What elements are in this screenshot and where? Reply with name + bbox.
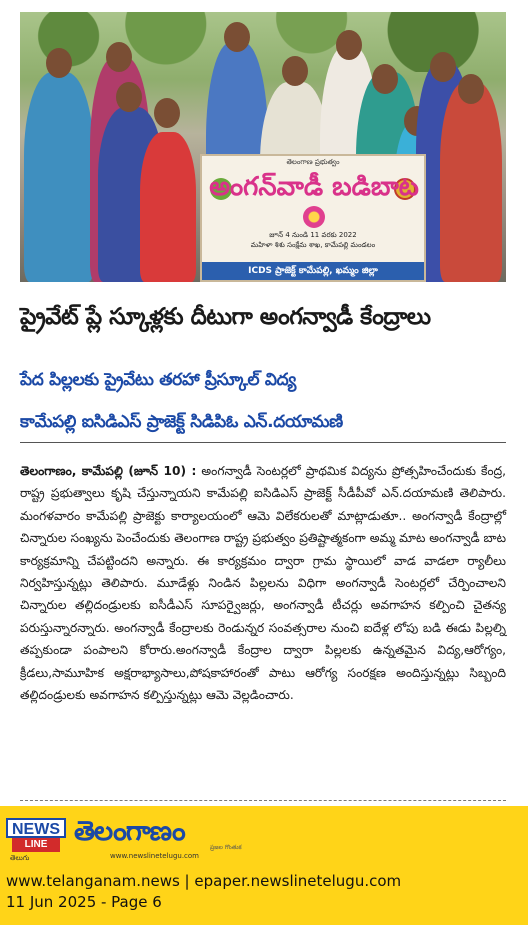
photo-person-head xyxy=(106,42,132,72)
news-photo xyxy=(20,12,506,282)
banner-date: జూన్ 4 నుండి 11 వరకు 2022 xyxy=(269,231,357,239)
flower-icon xyxy=(303,206,325,228)
article-subhead-1: పేద పిల్లలకు ప్రైవేటు తరహా ప్రీస్కూల్ విద్య xyxy=(20,370,296,390)
banner-footer: ICDS ప్రాజెక్ట్ కామేపల్లి, ఖమ్మం జిల్లా xyxy=(202,262,424,280)
event-banner xyxy=(200,154,426,282)
divider-dashed xyxy=(20,800,506,801)
article-subhead-2: కామేపల్లి ఐసిడిఎస్ ప్రాజెక్ట్ సిడిపిఓ ఎన్.దయామణి xyxy=(20,412,343,432)
logo-news-text: NEWS xyxy=(6,818,66,838)
article-dateline: తెలంగాణం, కామేపల్లి (జూన్ 10) : xyxy=(20,464,197,478)
masthead-url[interactable]: www.newslinetelugu.com xyxy=(110,852,199,860)
banner-header: తెలంగాణ ప్రభుత్వం xyxy=(286,158,340,166)
photo-person-head xyxy=(372,64,398,94)
photo-person xyxy=(140,132,196,282)
photo-person-head xyxy=(154,98,180,128)
photo-person xyxy=(24,72,94,282)
article-body-text: అంగన్వాడీ సెంటర్లలో ప్రాథమిక విద్యను ప్రోత్సహించేందుకు కేంద్ర, రాష్ట్ర ప్రభుత్వాలు కృషి చేస్తున్నాయని కామేపల్లి ఐసిడిఎస్ ప్రాజెక్ట్ సీడీపీవో ఎన్.దయామణి తెలిపారు. మంగళవారం కామేపల్లి ప్రాజెక్టు కార్యాలయంలో ఆమె విలేకరులతో మాట్లాడుతూ.. అంగన్వాడీ కేంద్రాల్లో చిన్నారుల సంఖ్యను పెంచేందుకు తెలంగాణ రాష్ట్ర ప్రభుత్వం ప్రతిష్టాత్మకంగా అమ్మ మాట అంగన్వాడీ బాట కార్యక్రమాన్ని చేపట్టిందని అన్నారు. ఈ కార్యక్రమం ద్వారా గ్రామ స్థాయిలో వాడ వాడలా ర్యాలీలు నిర్వహిస్తున్నట్లు తెలిపారు. మూడేళ్లు నిండిన పిల్లలను విధిగా అంగన్వాడీ సెంటర్లలో చేర్పించాలని చిన్నారుల తల్లిదండ్రులకు ఐసీడీఎస్ సూపర్వైజర్లు, అంగన్వాడీ టీచర్లు అవగాహన కల్పించి చైతన్య పరుస్తున్నారన్నారు. అంగన్వాడీ కేంద్రాలకు రెండున్నర సంవత్సరాల నుంచి ఐదేళ్ల లోపు బడి ఈడు పిల్లల్ని తప్పకుండా పంపాలని కోరారు.అంగన్వాడీ కేంద్రాల ద్వారా పిల్లలకు ఉన్నతమైన విద్య,ఆరోగ్యం, క్రీడలు,సామూహిక అక్షరాభ్యాసాలు,పోషకాహారంతో పాటు ఆరోగ్య సంరక్షణ అందిస్తున్నట్లు సిబ్బంది తల్లిదండ్రులకు అవగాహన కల్పిస్తున్నట్లు ఆమె వెల్లడించారు. xyxy=(20,464,507,703)
masthead-title: తెలంగాణం xyxy=(74,816,185,847)
banner-details xyxy=(202,230,424,250)
photo-person-head xyxy=(224,22,250,52)
photo-person-head xyxy=(46,48,72,78)
photo-person xyxy=(440,82,502,282)
footer-date-page: 11 Jun 2025 - Page 6 xyxy=(6,893,162,911)
article-headline: ప్రైవేట్ ప్లే స్కూళ్లకు దీటుగా అంగన్వాడీ కేంద్రాలు xyxy=(20,304,431,330)
photo-person-head xyxy=(336,30,362,60)
footer-websites[interactable]: www.telanganam.news | epaper.newslinetelugu.com xyxy=(6,872,402,890)
photo-person-head xyxy=(282,56,308,86)
photo-person-head xyxy=(458,74,484,104)
brand-footer xyxy=(0,806,528,925)
masthead-tagline: ప్రజల గొంతుక xyxy=(210,844,242,851)
photo-person-head xyxy=(430,52,456,82)
logo-sub-text: తెలుగు xyxy=(10,854,30,862)
logo-line-text: LINE xyxy=(12,838,60,852)
newsline-logo xyxy=(6,818,66,862)
divider xyxy=(20,442,506,443)
banner-place: మహిళా శిశు సంక్షేమ శాఖ, కామేపల్లి మండలం xyxy=(250,241,376,249)
banner-title: అంగన్‌వాడీ బడిబాట xyxy=(209,172,419,202)
article-body xyxy=(20,460,506,706)
photo-person-head xyxy=(116,82,142,112)
